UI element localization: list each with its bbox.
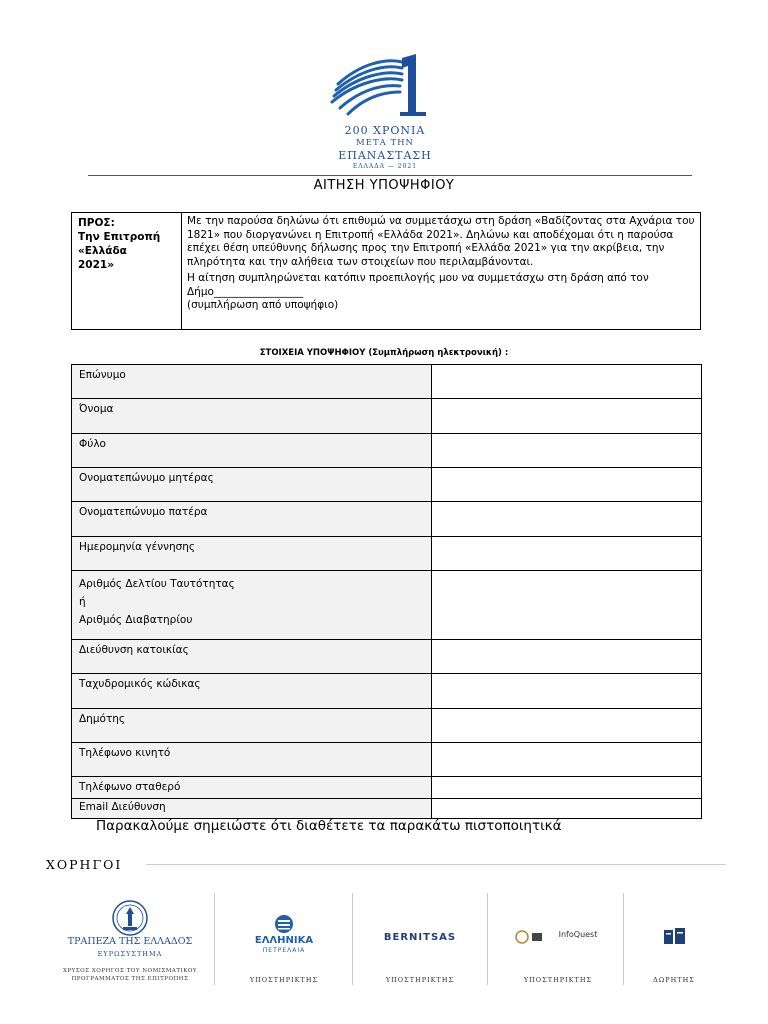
page-title: ΑΙΤΗΣΗ ΥΠΟΨΗΦΙΟΥ [313,178,455,193]
field-label-municipality: Δημότης [72,709,432,743]
logo-line-2: ΜΕΤΑ ΤΗΝ [356,138,414,148]
recipient-line: ΠΡΟΣ: [78,217,115,229]
gender-field[interactable] [432,434,702,468]
sponsors-divider [146,864,726,865]
municipality-paragraph: Η αίτηση συμπληρώνεται κατόπιν προεπιλογής μου να συμμετάσχω στη δράση από τον Δήμο_________________ [187,272,649,298]
table-row [72,502,702,537]
logo-line-4: ΕΛΛΑΔΑ — 2021 [352,163,418,170]
table-row [72,468,702,502]
field-label-email: Email Διεύθυνση [72,799,432,819]
field-label-mother-name: Ονοματεπώνυμο μητέρας [72,468,432,502]
declaration-paragraph: Με την παρούσα δηλώνω ότι επιθυμώ να συμμετάσχω στη δράση «Βαδίζοντας στα Αχνάρια του 1821» που διοργανώνει η Επιτροπή «Ελλάδα 2021». Δηλώνω και αποδέχομαι ότι η παρούσα επέχει θέση υπεύθυνης δήλωσης προς την Επιτροπή «Ελλάδα 2021» για την ακρίβεια, την πληρότητα και την αλήθεια των στοιχείων που περιλαμβάνονται. [187,215,695,268]
bernitsas-name: BERNITSAS [383,932,457,943]
elpe-logo-icon [274,914,294,934]
email-field[interactable] [432,799,702,819]
elpe-name: ΕΛΛΗΝΙΚΑ [254,935,314,946]
table-row [72,434,702,468]
field-label-surname: Επώνυμο [72,365,432,399]
field-label-postal-code: Ταχυδρομικός κώδικας [72,674,432,709]
postal-code-field[interactable] [432,674,702,709]
sponsor-bank-of-greece [60,880,200,990]
sponsors-heading: ΧΟΡΗΓΟΙ [46,857,123,872]
bank-name: ΤΡΑΠΕΖΑ ΤΗΣ ΕΛΛΑΔΟΣ [67,936,193,947]
elpe-subtitle: ΠΕΤΡΕΛΑΙΑ [262,947,306,954]
declaration-text-cell [182,213,700,329]
sponsor-donor [604,880,744,990]
table-row [72,674,702,709]
id-label-line: Αριθμός Δελτίου Ταυτότητας [79,578,235,590]
birth-date-field[interactable] [432,537,702,571]
donor-caption: ΔΩΡΗΤΗΣ [653,976,695,984]
header-divider [88,175,692,176]
bank-caption-line: ΧΡΥΣΟΣ ΧΟΡΗΓΟΣ ΤΟΥ ΝΟΜΙΣΜΑΤΙΚΟΥ [63,968,197,974]
father-name-field[interactable] [432,502,702,537]
first-name-field[interactable] [432,399,702,434]
bank-caption-line: ΠΡΟΓΡΑΜΜΑΤΟΣ ΤΗΣ ΕΠΙΤΡΟΠΗΣ [71,976,189,982]
table-row [72,537,702,571]
surname-field[interactable] [432,365,702,399]
table-row [72,709,702,743]
logo-line-3: ΕΠΑΝΑΣΤΑΣΗ [338,149,432,162]
certificates-note: Παρακαλούμε σημειώστε ότι διαθέτετε τα παρακάτω πιστοποιητικά [96,818,562,834]
elpe-caption: ΥΠΟΣΤΗΡΙΚΤΗΣ [249,976,319,984]
field-label-father-name: Ονοματεπώνυμο πατέρα [72,502,432,537]
field-label-birth-date: Ημερομηνία γέννησης [72,537,432,571]
logo-line-1: 200 ΧΡΟΝΙΑ [344,124,426,137]
mother-name-field[interactable] [432,468,702,502]
bernitsas-caption: ΥΠΟΣΤΗΡΙΚΤΗΣ [385,976,455,984]
field-label-address: Διεύθυνση κατοικίας [72,640,432,674]
sponsor-hellenic-petroleum [214,880,354,990]
infoquest-caption: ΥΠΟΣΤΗΡΙΚΤΗΣ [523,976,593,984]
recipient-cell [72,213,182,329]
table-row [72,743,702,777]
declaration-box [71,212,701,330]
recipient-line: «Ελλάδα [78,245,127,257]
field-label-mobile: Τηλέφωνο κινητό [72,743,432,777]
table-row [72,799,702,819]
logo-21-graphic [330,50,440,122]
table-row [72,365,702,399]
table-row [72,399,702,434]
donor-logo-icon [664,928,686,944]
section-title: ΣΤΟΙΧΕΙΑ ΥΠΟΨΗΦΙΟΥ (Συμπλήρωση ηλεκτρονική) : [259,348,509,358]
recipient-line: Την Επιτροπή [78,231,161,243]
anniversary-logo [330,50,440,170]
field-label-gender: Φύλο [72,434,432,468]
table-row [72,777,702,799]
municipality-field[interactable] [432,709,702,743]
table-row [72,640,702,674]
field-label-id-number [72,571,432,640]
bank-caption [60,967,200,983]
id-label-line: Αριθμός Διαβατηρίου [79,614,193,626]
sponsor-bernitsas [350,880,490,990]
field-label-landline: Τηλέφωνο σταθερό [72,777,432,799]
municipality-note: (συμπλήρωση από υποψήφιο) [187,299,339,311]
id-label-line: ή [79,596,86,608]
candidate-form-table [71,364,702,819]
table-row [72,571,702,640]
recipient-line: 2021» [78,259,115,271]
address-field[interactable] [432,640,702,674]
id-number-field[interactable] [432,571,702,640]
bank-subtitle: ΕΥΡΩΣΥΣΤΗΜΑ [97,950,163,958]
mobile-phone-field[interactable] [432,743,702,777]
field-label-first-name: Όνομα [72,399,432,434]
landline-field[interactable] [432,777,702,799]
infoquest-name: InfoQuest [558,930,598,939]
